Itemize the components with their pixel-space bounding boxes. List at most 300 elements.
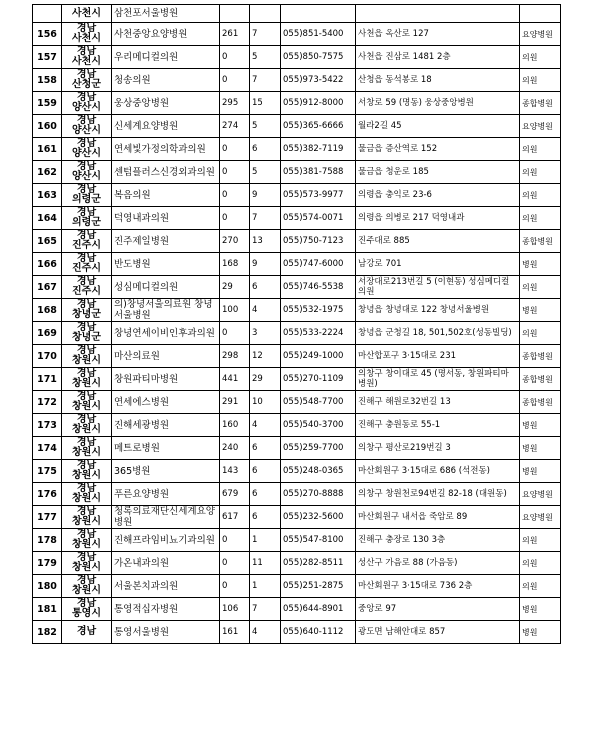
table-row [33,460,561,483]
facility-type: 의원 [520,138,561,161]
table-row [33,299,561,322]
address: 남강로 701 [356,253,520,276]
facility-name: 서울본치과의원 [112,575,220,598]
staff-count: 7 [250,69,281,92]
staff-count: 4 [250,299,281,322]
table-body [33,5,561,644]
region-cell [62,322,112,345]
row-number: 179 [33,552,62,575]
staff-count: 9 [250,253,281,276]
staff-count: 6 [250,138,281,161]
facility-name: 의)창녕서울의료원 창녕서울병원 [112,299,220,322]
bed-count: 0 [220,529,250,552]
facility-name: 신세계요양병원 [112,115,220,138]
phone-number: 055)382-7119 [281,138,356,161]
region-line: 창원시 [72,562,101,573]
staff-count: 6 [250,437,281,460]
table-row [33,276,561,299]
region-cell [62,368,112,391]
address: 사천읍 옥산로 127 [356,23,520,46]
facility-name: 반도병원 [112,253,220,276]
facility-type: 병원 [520,598,561,621]
region-cell [62,575,112,598]
staff-count: 6 [250,506,281,529]
region-line: 진주시 [72,240,101,251]
staff-count: 6 [250,276,281,299]
table-row [33,598,561,621]
phone-number: 055)251-2875 [281,575,356,598]
address: 창녕읍 창녕대로 122 창녕서울병원 [356,299,520,322]
phone-number: 055)746-5538 [281,276,356,299]
bed-count: 270 [220,230,250,253]
row-number: 178 [33,529,62,552]
table-row [33,138,561,161]
address: 산청읍 동석봉로 18 [356,69,520,92]
facility-name: 365병원 [112,460,220,483]
row-number: 172 [33,391,62,414]
address: 의령읍 충익로 23-6 [356,184,520,207]
bed-count: 0 [220,552,250,575]
staff-count: 1 [250,529,281,552]
address: 의창구 창원천로94번길 82-18 (대원동) [356,483,520,506]
facility-name: 통영적십자병원 [112,598,220,621]
region-line: 경남 [76,460,97,471]
phone-number: 055)282-8511 [281,552,356,575]
table-row [33,414,561,437]
row-number: 174 [33,437,62,460]
staff-count: 6 [250,483,281,506]
address: 물금읍 청운로 185 [356,161,520,184]
facility-name: 창원파티마병원 [112,368,220,391]
facility-name: 마산의료원 [112,345,220,368]
region-line: 통영시 [72,608,101,619]
bed-count: 274 [220,115,250,138]
address: 진주대로 885 [356,230,520,253]
region-cell [62,299,112,322]
phone-number: 055)381-7588 [281,161,356,184]
staff-count: 7 [250,207,281,230]
table-row [33,322,561,345]
region-line: 의령군 [72,194,101,205]
phone-number: 055)850-7575 [281,46,356,69]
table-row [33,437,561,460]
bed-count: 291 [220,391,250,414]
facility-name: 창녕연세이비인후과의원 [112,322,220,345]
bed-count: 261 [220,23,250,46]
facility-type: 병원 [520,414,561,437]
region-cell [62,621,112,644]
facility-type: 의원 [520,276,561,299]
facility-name: 센텀플러스신경외과의원 [112,161,220,184]
region-cell [62,529,112,552]
region-line: 경남 [76,23,97,34]
region-line: 창원시 [72,493,101,504]
phone-number: 055)644-8901 [281,598,356,621]
address: 광도면 남해안대로 857 [356,621,520,644]
staff-count: 7 [250,23,281,46]
row-number: 163 [33,184,62,207]
region-line: 창녕군 [72,332,101,343]
staff-count: 3 [250,322,281,345]
region-cell [62,23,112,46]
facility-name: 성심메디컬의원 [112,276,220,299]
bed-count: 0 [220,322,250,345]
facility-type: 의원 [520,184,561,207]
table-row [33,391,561,414]
address: 의령읍 의병로 217 덕영내과 [356,207,520,230]
region-cell [62,276,112,299]
facility-type: 병원 [520,437,561,460]
staff-count: 6 [250,460,281,483]
row-number: 158 [33,69,62,92]
phone-number: 055)270-8888 [281,483,356,506]
region-line: 양산시 [72,148,101,159]
phone-number: 055)573-9977 [281,184,356,207]
region-cell [62,391,112,414]
phone-number: 055)248-0365 [281,460,356,483]
region-line: 진주시 [72,286,101,297]
phone-number: 055)532-1975 [281,299,356,322]
address: 중앙로 97 [356,598,520,621]
region-line: 경남 [76,92,97,103]
bed-count: 441 [220,368,250,391]
region-line: 경남 [76,575,97,586]
region-cell [62,5,112,23]
table-row [33,207,561,230]
address: 진해구 충장로 130 3층 [356,529,520,552]
facility-name: 웅상중앙병원 [112,92,220,115]
phone-number: 055)249-1000 [281,345,356,368]
region-line: 창원시 [72,378,101,389]
region-line: 창원시 [72,539,101,550]
hospital-table [32,4,561,644]
facility-type: 종합병원 [520,391,561,414]
region-line: 경남 [76,322,97,333]
row-number: 181 [33,598,62,621]
facility-type: 의원 [520,575,561,598]
region-line: 경남 [76,138,97,149]
row-number: 169 [33,322,62,345]
region-line: 창원시 [72,516,101,527]
region-line: 경남 [76,529,97,540]
facility-type [520,5,561,23]
region-line: 의령군 [72,217,101,228]
facility-type: 종합병원 [520,368,561,391]
phone-number: 055)973-5422 [281,69,356,92]
bed-count: 0 [220,138,250,161]
staff-count: 5 [250,161,281,184]
phone-number: 055)259-7700 [281,437,356,460]
hospital-list-sheet [32,4,560,644]
row-number: 164 [33,207,62,230]
bed-count: 0 [220,46,250,69]
phone-number [281,5,356,23]
region-line: 창원시 [72,470,101,481]
address: 마산회원구 3·15대로 736 2층 [356,575,520,598]
region-cell [62,598,112,621]
facility-type: 의원 [520,69,561,92]
phone-number: 055)912-8000 [281,92,356,115]
bed-count: 143 [220,460,250,483]
row-number: 165 [33,230,62,253]
region-line: 경남 [76,276,97,287]
address: 서창로 59 (명동) 웅상중앙병원 [356,92,520,115]
phone-number: 055)232-5600 [281,506,356,529]
region-cell [62,253,112,276]
facility-type: 의원 [520,46,561,69]
facility-name: 연세빛가정의학과의원 [112,138,220,161]
staff-count: 11 [250,552,281,575]
region-cell [62,437,112,460]
region-line: 경남 [76,253,97,264]
address: 진해구 해원로32번길 13 [356,391,520,414]
address: 진해구 충원동로 55-1 [356,414,520,437]
facility-name: 통영서울병원 [112,621,220,644]
region-line: 양산시 [72,125,101,136]
region-line: 사천시 [72,7,101,19]
facility-type: 병원 [520,253,561,276]
facility-type: 종합병원 [520,92,561,115]
region-line: 사천시 [72,33,101,44]
staff-count: 13 [250,230,281,253]
row-number: 166 [33,253,62,276]
region-cell [62,230,112,253]
facility-type: 병원 [520,621,561,644]
bed-count: 240 [220,437,250,460]
address: 서장대로213번길 5 (이현동) 성심메디컬의원 [356,276,520,299]
region-cell [62,460,112,483]
region-line: 경남 [76,115,97,126]
facility-name: 진주제일병원 [112,230,220,253]
row-number: 159 [33,92,62,115]
region-cell [62,115,112,138]
region-cell [62,138,112,161]
table-row [33,23,561,46]
region-line: 경남 [76,598,97,609]
phone-number: 055)365-6666 [281,115,356,138]
facility-type: 요양병원 [520,115,561,138]
facility-name: 진해프라임비뇨기과의원 [112,529,220,552]
region-cell [62,69,112,92]
region-cell [62,506,112,529]
row-number: 182 [33,621,62,644]
region-line: 창원시 [72,585,101,596]
facility-name: 사천중앙요양병원 [112,23,220,46]
table-row [33,368,561,391]
phone-number: 055)640-1112 [281,621,356,644]
facility-name: 우리메디컬의원 [112,46,220,69]
row-number: 170 [33,345,62,368]
staff-count: 4 [250,414,281,437]
region-line: 경남 [76,414,97,425]
facility-type: 요양병원 [520,483,561,506]
region-line: 창원시 [72,401,101,412]
bed-count: 0 [220,161,250,184]
facility-name: 복음의원 [112,184,220,207]
region-line: 경남 [76,69,97,80]
table-row [33,552,561,575]
region-line: 경남 [76,46,97,57]
bed-count: 0 [220,575,250,598]
facility-name: 덕영내과의원 [112,207,220,230]
row-number: 180 [33,575,62,598]
region-line: 경남 [76,161,97,172]
region-cell [62,92,112,115]
bed-count: 0 [220,69,250,92]
row-number: 173 [33,414,62,437]
region-line: 경남 [76,391,97,402]
region-cell [62,483,112,506]
region-line: 경남 [76,626,97,637]
phone-number: 055)548-7700 [281,391,356,414]
region-line: 경남 [76,230,97,241]
phone-number: 055)750-7123 [281,230,356,253]
bed-count: 106 [220,598,250,621]
facility-type: 병원 [520,460,561,483]
bed-count: 160 [220,414,250,437]
facility-type: 종합병원 [520,345,561,368]
facility-type: 의원 [520,207,561,230]
phone-number: 055)540-3700 [281,414,356,437]
table-row [33,5,561,23]
row-number: 162 [33,161,62,184]
bed-count: 0 [220,184,250,207]
table-row [33,184,561,207]
bed-count: 168 [220,253,250,276]
address: 마산회원구 3·15대로 686 (석전동) [356,460,520,483]
region-line: 경남 [76,368,97,379]
table-row [33,92,561,115]
region-line: 양산시 [72,102,101,113]
table-row [33,230,561,253]
region-cell [62,345,112,368]
region-line: 경남 [76,299,97,310]
bed-count: 161 [220,621,250,644]
row-number: 177 [33,506,62,529]
address: 의창구 창이대로 45 (명서동, 창원파티마병원) [356,368,520,391]
phone-number: 055)270-1109 [281,368,356,391]
staff-count [250,5,281,23]
region-line: 창원시 [72,447,101,458]
facility-name: 메트로병원 [112,437,220,460]
table-row [33,483,561,506]
facility-type: 종합병원 [520,230,561,253]
row-number: 157 [33,46,62,69]
region-line: 사천시 [72,56,101,67]
row-number: 175 [33,460,62,483]
table-row [33,575,561,598]
row-number: 168 [33,299,62,322]
bed-count: 679 [220,483,250,506]
staff-count: 29 [250,368,281,391]
facility-name: 연세에스병원 [112,391,220,414]
bed-count: 0 [220,207,250,230]
region-line: 경남 [76,552,97,563]
facility-type: 요양병원 [520,506,561,529]
table-row [33,345,561,368]
address: 물금읍 증산역로 152 [356,138,520,161]
staff-count: 10 [250,391,281,414]
bed-count: 295 [220,92,250,115]
region-cell [62,184,112,207]
facility-type: 의원 [520,552,561,575]
table-row [33,529,561,552]
address: 의창구 평산로219번길 3 [356,437,520,460]
region-cell [62,207,112,230]
staff-count: 7 [250,598,281,621]
row-number: 176 [33,483,62,506]
region-cell [62,414,112,437]
phone-number: 055)547-8100 [281,529,356,552]
phone-number: 055)851-5400 [281,23,356,46]
region-line: 산청군 [72,79,101,90]
table-row [33,46,561,69]
address: 성산구 가음로 88 (가음동) [356,552,520,575]
phone-number: 055)747-6000 [281,253,356,276]
region-line: 창녕군 [72,309,101,320]
bed-count: 100 [220,299,250,322]
address: 마산회원구 내서읍 죽암로 89 [356,506,520,529]
staff-count: 4 [250,621,281,644]
facility-name: 진해세광병원 [112,414,220,437]
table-row [33,115,561,138]
region-line: 양산시 [72,171,101,182]
phone-number: 055)533-2224 [281,322,356,345]
address: 창녕읍 군청길 18, 501,502호(성동빌딩) [356,322,520,345]
row-number: 156 [33,23,62,46]
region-line: 경남 [76,345,97,356]
region-cell [62,161,112,184]
table-row [33,69,561,92]
bed-count: 617 [220,506,250,529]
address [356,5,520,23]
region-line: 경남 [76,437,97,448]
staff-count: 5 [250,46,281,69]
region-line: 창원시 [72,424,101,435]
phone-number: 055)574-0071 [281,207,356,230]
staff-count: 12 [250,345,281,368]
address: 사천읍 진삼로 1481 2층 [356,46,520,69]
facility-type: 의원 [520,322,561,345]
row-number: 171 [33,368,62,391]
table-row [33,621,561,644]
region-line: 진주시 [72,263,101,274]
region-line: 경남 [76,207,97,218]
facility-type: 병원 [520,299,561,322]
row-number: 161 [33,138,62,161]
region-cell [62,46,112,69]
region-line: 경남 [76,483,97,494]
region-cell [62,552,112,575]
staff-count: 15 [250,92,281,115]
staff-count: 5 [250,115,281,138]
region-line: 경남 [76,184,97,195]
staff-count: 9 [250,184,281,207]
table-row [33,253,561,276]
row-number: 167 [33,276,62,299]
address: 월라2길 45 [356,115,520,138]
bed-count: 29 [220,276,250,299]
facility-name: 청록의료재단신세계요양병원 [112,506,220,529]
region-line: 창원시 [72,355,101,366]
table-row [33,161,561,184]
row-number [33,5,62,23]
facility-type: 의원 [520,529,561,552]
facility-type: 요양병원 [520,23,561,46]
facility-name: 가온내과의원 [112,552,220,575]
region-line: 경남 [76,506,97,517]
facility-name: 삼천포서울병원 [112,5,220,23]
